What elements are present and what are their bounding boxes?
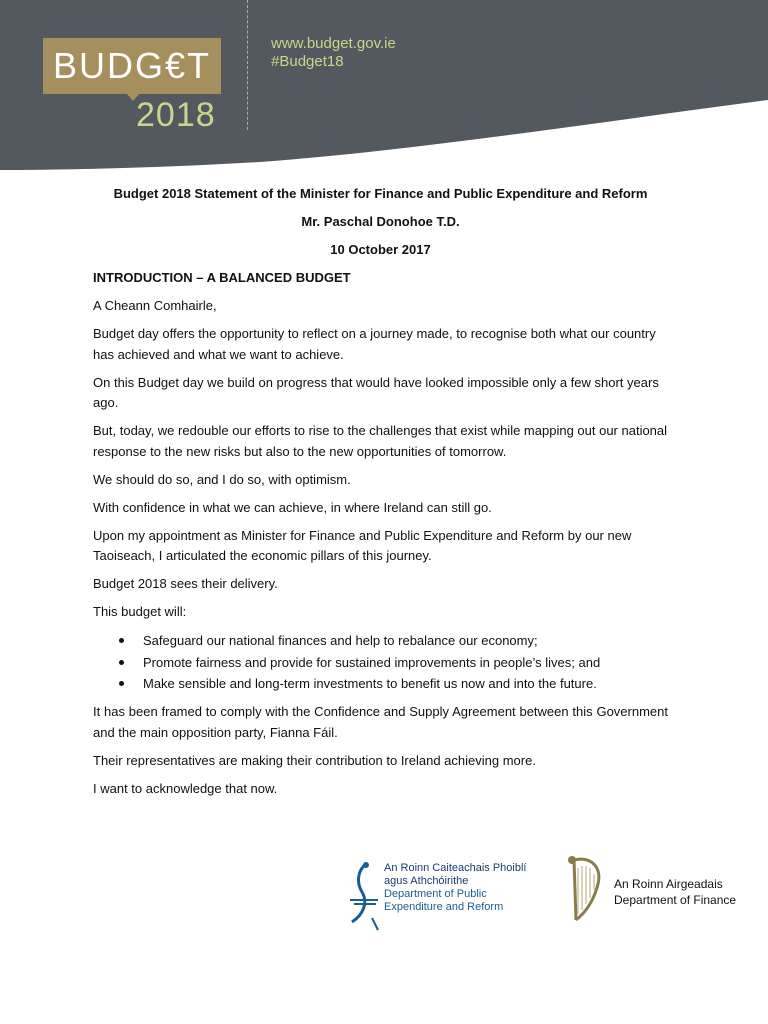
paragraph: Their representatives are making their contribution to Ireland achieving more. [93, 752, 536, 768]
logo-year: 2018 [136, 96, 216, 134]
budget-logo [43, 38, 221, 94]
paragraph: Budget day offers the opportunity to reflect on a journey made, to recognise both what our country has achieved and what we want to achieve. [93, 326, 656, 362]
department-logos [340, 848, 740, 938]
list-item-text: Make sensible and long-term investments to benefit us now and into the future. [143, 676, 597, 691]
document-title: Budget 2018 Statement of the Minister for Finance and Public Expenditure and Reform [113, 186, 648, 201]
page-header-banner [0, 0, 768, 175]
budget-goals-list [93, 630, 668, 695]
dper-english-line: Expenditure and Reform [384, 901, 504, 913]
list-item [93, 630, 668, 652]
paragraph: I want to acknowledge that now. [93, 780, 278, 796]
dper-english-line: Department of Public [384, 888, 487, 900]
harp-icon [564, 854, 608, 924]
section-heading: INTRODUCTION – A BALANCED BUDGET [93, 270, 351, 285]
dper-irish-line: An Roinn Caiteachais Phoiblí [384, 862, 527, 874]
dof-english-line: Department of Finance [614, 893, 737, 907]
bullet-icon [119, 660, 124, 665]
logo-word-end: T [187, 45, 212, 86]
logo-word-start: BUDG [52, 45, 165, 86]
speaker-name: Mr. Paschal Donohoe T.D. [301, 214, 460, 229]
paragraph: On this Budget day we build on progress that would have looked impossible only a few short years ago. [93, 374, 659, 410]
paragraph: A Cheann Comhairle, [93, 298, 217, 313]
header-divider [247, 0, 248, 130]
paragraph: We should do so, and I do so, with optimism. [93, 471, 351, 487]
bullet-icon [119, 638, 124, 643]
paragraph: This budget will: [93, 604, 187, 619]
list-item-text: Safeguard our national finances and help to rebalance our economy; [143, 633, 538, 648]
paragraph: Upon my appointment as Minister for Finance and Public Expenditure and Reform by our new Taoiseach, I articulated the economic pillars of this journey. [93, 527, 632, 563]
dof-logo-text [614, 876, 736, 908]
statement-body [93, 184, 668, 807]
dper-swan-icon [344, 860, 384, 940]
euro-symbol: € [164, 45, 188, 86]
list-item [93, 673, 668, 695]
dof-irish-line: An Roinn Airgeadais [614, 877, 723, 891]
bullet-icon [119, 681, 124, 686]
list-item-text: Promote fairness and provide for sustained improvements in people’s lives; and [143, 654, 601, 670]
website-link[interactable]: www.budget.gov.ie [271, 35, 396, 52]
dper-logo-text [384, 862, 526, 914]
list-item [93, 652, 668, 674]
paragraph: Budget 2018 sees their delivery. [93, 576, 278, 591]
paragraph: With confidence in what we can achieve, in where Ireland can still go. [93, 499, 492, 515]
paragraph: But, today, we redouble our efforts to rise to the challenges that exist while mapping out our national response to the new risks but also to the new opportunities of tomorrow. [93, 423, 668, 459]
hashtag: #Budget18 [271, 53, 344, 70]
statement-date: 10 October 2017 [330, 242, 431, 257]
dper-irish-line: agus Athchóirithe [384, 875, 469, 887]
paragraph: It has been framed to comply with the Confidence and Supply Agreement between this Government and the main opposition party, Fianna Fáil. [93, 704, 668, 740]
